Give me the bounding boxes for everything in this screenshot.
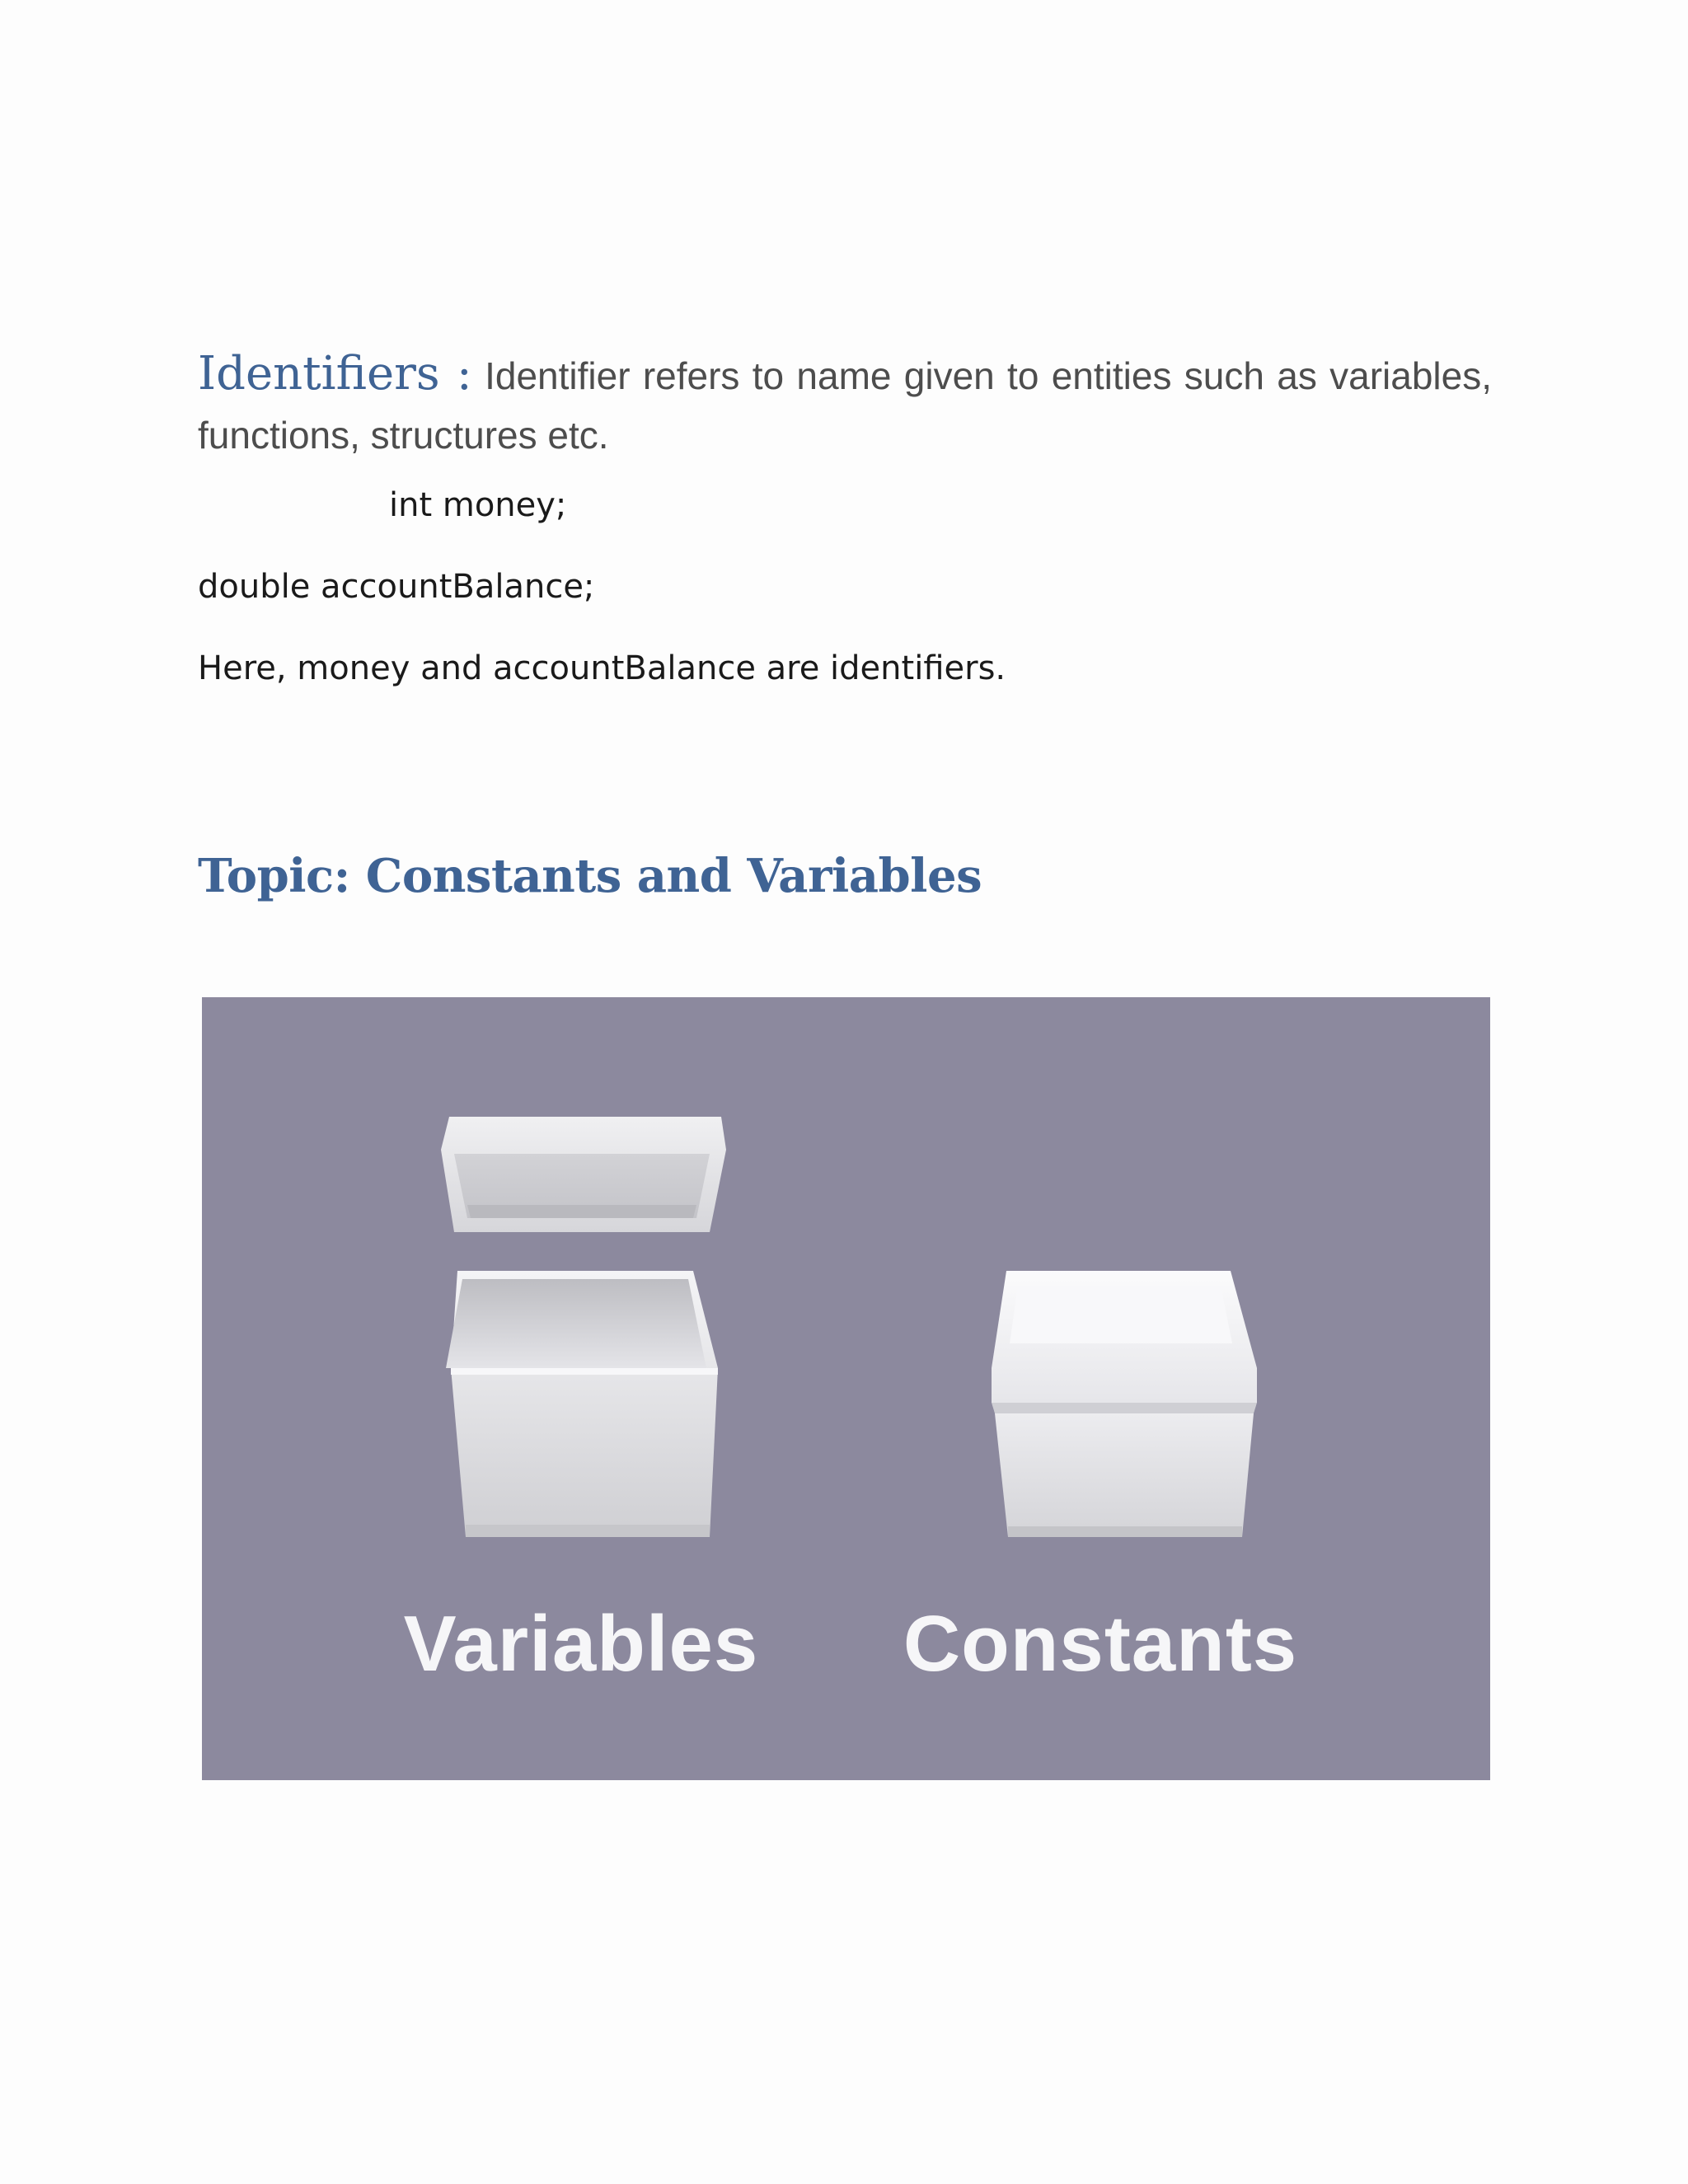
constants-label: Constants bbox=[903, 1600, 1298, 1688]
identifiers-explanation: Here, money and accountBalance are identifiers. bbox=[198, 649, 1006, 687]
identifiers-term: Identifiers : bbox=[198, 347, 472, 401]
topic-heading: Topic: Constants and Variables bbox=[198, 849, 982, 903]
code-line-double-balance: double accountBalance; bbox=[198, 568, 595, 606]
open-box-icon bbox=[441, 1117, 726, 1537]
variables-constants-figure bbox=[202, 997, 1490, 1780]
identifiers-definition: Identifier refers to name given to entities such as variables, functions, structures etc. bbox=[198, 354, 1493, 457]
variables-label: Variables bbox=[403, 1600, 759, 1688]
code-line-int-money: int money; bbox=[389, 486, 567, 524]
identifiers-paragraph bbox=[198, 344, 1492, 465]
closed-box-icon bbox=[992, 1271, 1257, 1537]
